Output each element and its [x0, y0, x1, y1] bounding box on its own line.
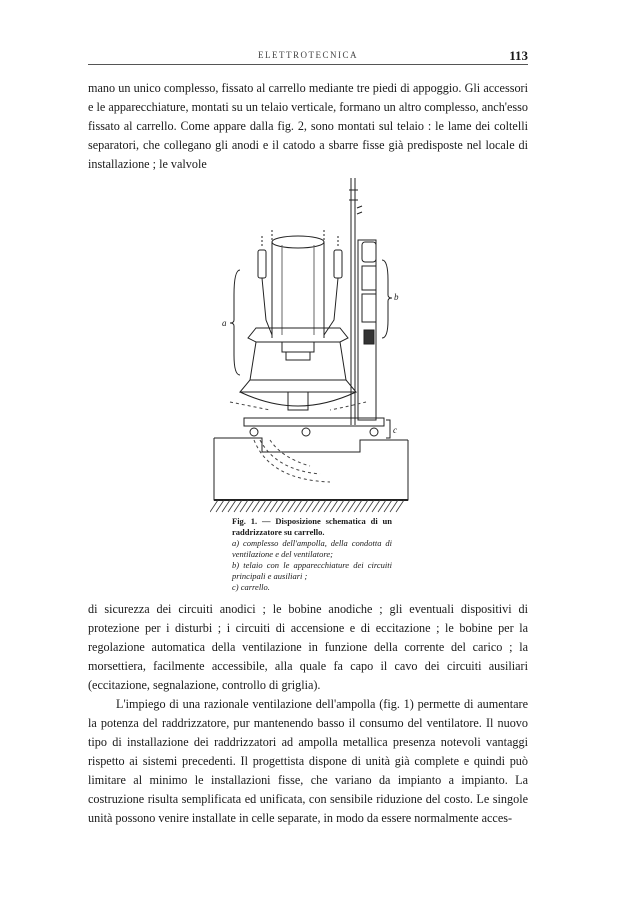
figure-label-b: b [394, 292, 399, 302]
header-rule [88, 64, 528, 65]
carriage-base [244, 418, 384, 436]
body-text [88, 600, 528, 828]
page-number: 113 [509, 48, 528, 63]
caption-c: c) carrello. [232, 582, 270, 592]
body-paragraph-2: L'impiego di una razionale ventilazione dell'ampolla (fig. 1) permette di aumentare la potenza del raddrizzatore, pur mantenendo basso il consumo del ventilatore. Il nuovo tipo di installazione dei raddrizzatori ad ampolla metallica presenza notevoli vantaggi rispetto ai sistemi precedenti. Il progettista dispone di unità già complete e quindi può limitare al minimo le installazioni fisse, che variano da impianto a impianto. La costruzione risulta semplificata ed unificata, con sensibile riduzione del costo. Le singole unità possono venire installate in celle separate, in modo da essere normalmente acces- [88, 697, 528, 825]
rectifier-figure [210, 170, 410, 515]
mast [349, 178, 362, 425]
panel-frame [358, 240, 376, 420]
ventilation-duct [240, 328, 356, 410]
caption-title: Fig. 1. — Disposizione schematica di un raddrizzatore su carrello. [232, 516, 392, 537]
tank-cylinder [272, 236, 324, 338]
body-paragraph-1: di sicurezza dei circuiti anodici ; le bobine anodiche ; gli eventuali dispositivi di protezione per i disturbi ; i circuiti di accensione e di eccitazione ; le bobine per la regolazione automatica della ventilazione in funzione della corrente del carico ; la morsettiera, facilmente accessibile, alla quale fa capo il cavo dei circuiti ausiliari (eccitazione, segnalazione, controllo di griglia). [88, 602, 528, 692]
airflow-lines [230, 402, 366, 482]
caption-b: b) telaio con le apparecchiature dei circuiti principali e ausiliari ; [232, 560, 392, 581]
intro-paragraph: mano un unico complesso, fissato al carrello mediante tre piedi di appoggio. Gli accessori e le apparecchiature, montati su un telaio verticale, formano un altro complesso, anch'esso fissato al carrello. Come appare dalla fig. 2, sono montati sul telaio : le lame dei coltelli separatori, che collegano gli anodi e il catodo a sbarre fisse già predisposte nel locale di installazione ; le valvole [88, 81, 528, 171]
floor [214, 438, 408, 500]
floor-hatch [210, 500, 404, 512]
figure-label-a: a [222, 318, 227, 328]
brace-b [382, 260, 392, 338]
figure-caption [232, 516, 392, 593]
running-title: ELETTROTECNICA [258, 50, 358, 60]
figure-label-c: c [393, 425, 397, 435]
intro-text [88, 79, 528, 174]
caption-a: a) complesso dell'ampolla, della condotta di ventilazione e del ventilatore; [232, 538, 392, 559]
brace-a [230, 270, 240, 375]
anode-arms [258, 230, 342, 335]
brace-c [386, 420, 390, 438]
